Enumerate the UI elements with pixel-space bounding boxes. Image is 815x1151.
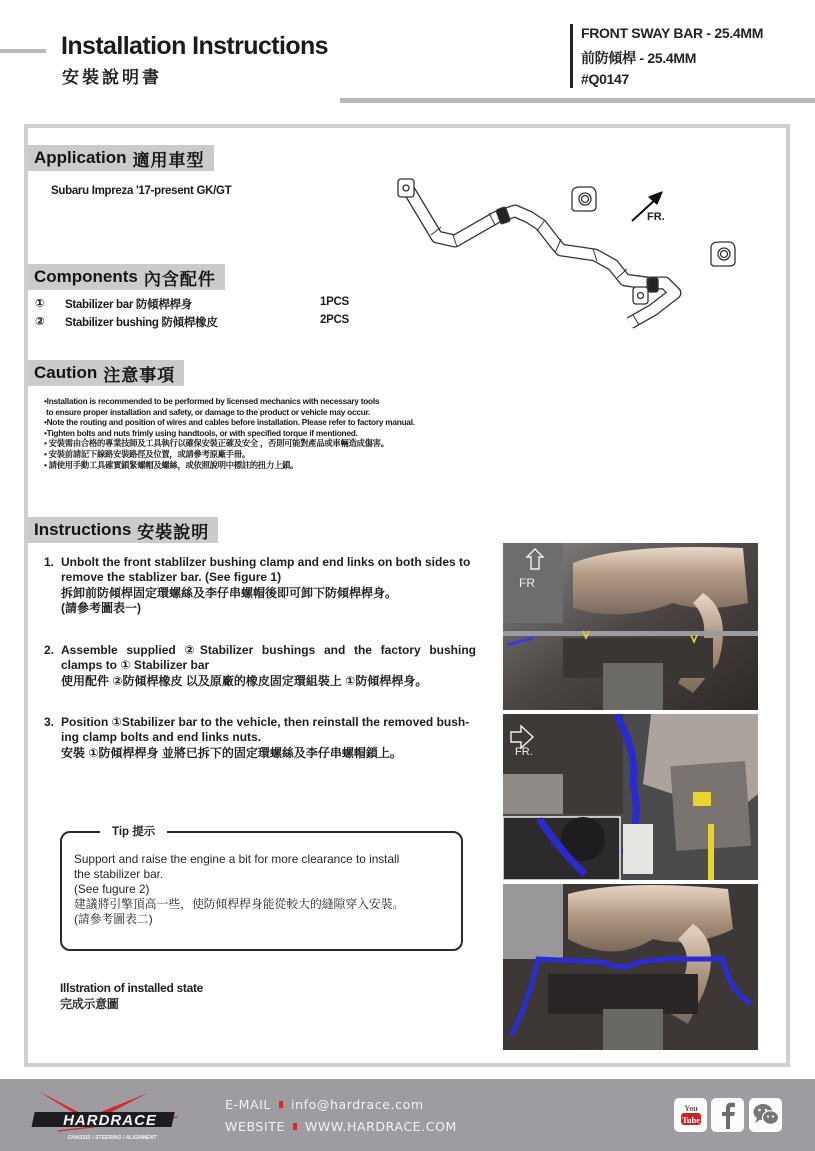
tip-line: Support and raise the engine a bit for more clearance to install bbox=[74, 852, 400, 866]
illustration-label: Illstration of installed state bbox=[60, 981, 204, 995]
component-name: Stabilizer bushing 防傾桿橡皮 bbox=[65, 317, 218, 329]
step-number: 3. bbox=[44, 715, 55, 729]
svg-text:You: You bbox=[683, 1104, 698, 1113]
heading-text-cn: 適用車型 bbox=[132, 150, 205, 171]
heading-text: Caution bbox=[34, 363, 98, 382]
instruction-step-2 bbox=[44, 643, 476, 689]
illustration-label-cn: 完成示意圖 bbox=[60, 996, 119, 1011]
heading-text: Instructions bbox=[34, 520, 132, 539]
caution-line: •Note the routing and position of wires and cables before installation. Please refer to factory manual. bbox=[44, 417, 415, 428]
figure-1-photo bbox=[503, 543, 758, 710]
tip-label: Tip 提示 bbox=[100, 823, 167, 839]
email-link[interactable]: info@hardrace.com bbox=[291, 1097, 424, 1112]
component-item bbox=[35, 314, 349, 330]
step-ref-cn: (請參考圖表一) bbox=[61, 600, 141, 615]
page-title-cn: 安裝說明書 bbox=[62, 68, 162, 88]
step-text: Position ①Stabilizer bar to the vehicle, then reinstall the removed bush-ing clamp bolts and end links nuts. bbox=[61, 715, 470, 745]
step-text: Unbolt the front stablilzer bushing clamp and end links on both sides to remove the stablizer bar. (See figure 1) bbox=[61, 555, 471, 585]
header-rule-left bbox=[0, 49, 46, 53]
caution-line: •Tighten bolts and nuts frimly using handtools, or with specified torque if mentioned. bbox=[44, 427, 358, 438]
brand-tagline: CHASSIS / STEERING / ALIGNMENT bbox=[67, 1135, 157, 1141]
caution-list bbox=[44, 396, 415, 470]
caution-line: •Installation is recommended to be performed by licensed mechanics with necessary tools bbox=[44, 396, 380, 406]
tip-text bbox=[74, 852, 459, 927]
caution-line: • 請使用手動工具確實鎖緊螺帽及螺絲，或依照說明中標註的扭力上鎖。 bbox=[44, 459, 299, 470]
vehicle-application: Subaru Impreza '17-present GK/GT bbox=[51, 185, 232, 197]
photo-direction-label: FR bbox=[519, 576, 535, 590]
component-qty: 2PCS bbox=[320, 314, 349, 326]
section-heading-instructions bbox=[27, 517, 218, 543]
instruction-step-1 bbox=[44, 555, 476, 616]
figure-2-photo bbox=[503, 714, 758, 880]
tip-line: (See fugure 2) bbox=[74, 882, 150, 896]
caution-line: • 安裝前請記下線路安裝路徑及位置，或請參考原廠手冊。 bbox=[44, 448, 250, 459]
component-number: ① bbox=[35, 298, 45, 310]
youtube-icon[interactable] bbox=[674, 1098, 707, 1132]
illustration-caption bbox=[60, 981, 203, 1012]
product-name: FRONT SWAY BAR - 25.4MM bbox=[581, 25, 764, 41]
product-name-cn: 前防傾桿 - 25.4MM bbox=[581, 50, 697, 66]
tip-line: (請參考圖表二) bbox=[74, 912, 153, 926]
part-number: #Q0147 bbox=[581, 71, 630, 87]
component-name: Stabilizer bar 防傾桿桿身 bbox=[65, 299, 192, 311]
step-number: 1. bbox=[44, 555, 55, 569]
component-qty: 1PCS bbox=[320, 296, 349, 308]
direction-label: FR. bbox=[647, 211, 665, 223]
step-text: clamps to ① Stabilizer bar bbox=[61, 658, 210, 673]
heading-text-cn: 注意事項 bbox=[103, 365, 176, 386]
website-link[interactable]: WWW.HARDRACE.COM bbox=[304, 1119, 457, 1134]
header-rule-right bbox=[340, 98, 815, 103]
heading-text-cn: 內含配件 bbox=[143, 269, 216, 290]
section-heading-application bbox=[27, 145, 214, 171]
component-item bbox=[35, 296, 349, 312]
step-text-cn: 安裝 ①防傾桿桿身 並將已拆下的固定環螺絲及李仔串螺帽鎖上。 bbox=[61, 745, 402, 760]
facebook-icon[interactable] bbox=[711, 1098, 744, 1132]
step-text-cn: 拆卸前防傾桿固定環螺絲及李仔串螺帽後即可卸下防傾桿桿身。 bbox=[61, 585, 398, 600]
bullet-square bbox=[293, 1123, 297, 1130]
heading-text-cn: 安裝說明 bbox=[137, 522, 210, 543]
wechat-icon[interactable] bbox=[749, 1098, 782, 1132]
instruction-step-3 bbox=[44, 715, 476, 761]
svg-text:Tube: Tube bbox=[681, 1115, 700, 1125]
stabilizer-bar-diagram-icon bbox=[385, 165, 740, 335]
step-text-cn: 使用配件 ②防傾桿橡皮 以及原廠的橡皮固定環組裝上 ①防傾桿桿身。 bbox=[61, 673, 428, 688]
photo-direction-label: FR. bbox=[515, 746, 533, 758]
heading-text: Application bbox=[34, 148, 127, 167]
email-contact bbox=[225, 1097, 424, 1112]
section-heading-components bbox=[27, 264, 225, 290]
section-heading-caution bbox=[27, 360, 184, 386]
heading-text: Components bbox=[34, 267, 138, 286]
brand-name: HARDRACE bbox=[63, 1112, 157, 1129]
figure-3-photo bbox=[503, 884, 758, 1050]
tip-line: the stabilizer bar. bbox=[74, 867, 164, 881]
hardrace-logo bbox=[28, 1087, 188, 1143]
component-number: ② bbox=[35, 316, 45, 328]
email-label: E-MAIL bbox=[225, 1097, 271, 1112]
step-number: 2. bbox=[44, 643, 55, 657]
tip-line: 建議將引擎頂高一些，使防傾桿桿身能從較大的縫隙穿入安裝。 bbox=[74, 897, 405, 911]
bullet-square bbox=[279, 1101, 283, 1108]
caution-line: to ensure proper installation and safety, or damage to the product or vehicle may occur. bbox=[46, 406, 371, 417]
step-text: Assemble supplied ②Stabilizer bushings and the factory bushing bbox=[61, 643, 476, 657]
website-label: WEBSITE bbox=[225, 1119, 285, 1134]
page-title: Installation Instructions bbox=[61, 32, 328, 60]
website-contact bbox=[225, 1119, 457, 1134]
header-divider bbox=[570, 24, 573, 88]
caution-line: • 安裝需由合格的專業技師及工具執行以確保安裝正確及安全 ，否則可能對產品或車輛造成傷害。 bbox=[44, 438, 389, 449]
